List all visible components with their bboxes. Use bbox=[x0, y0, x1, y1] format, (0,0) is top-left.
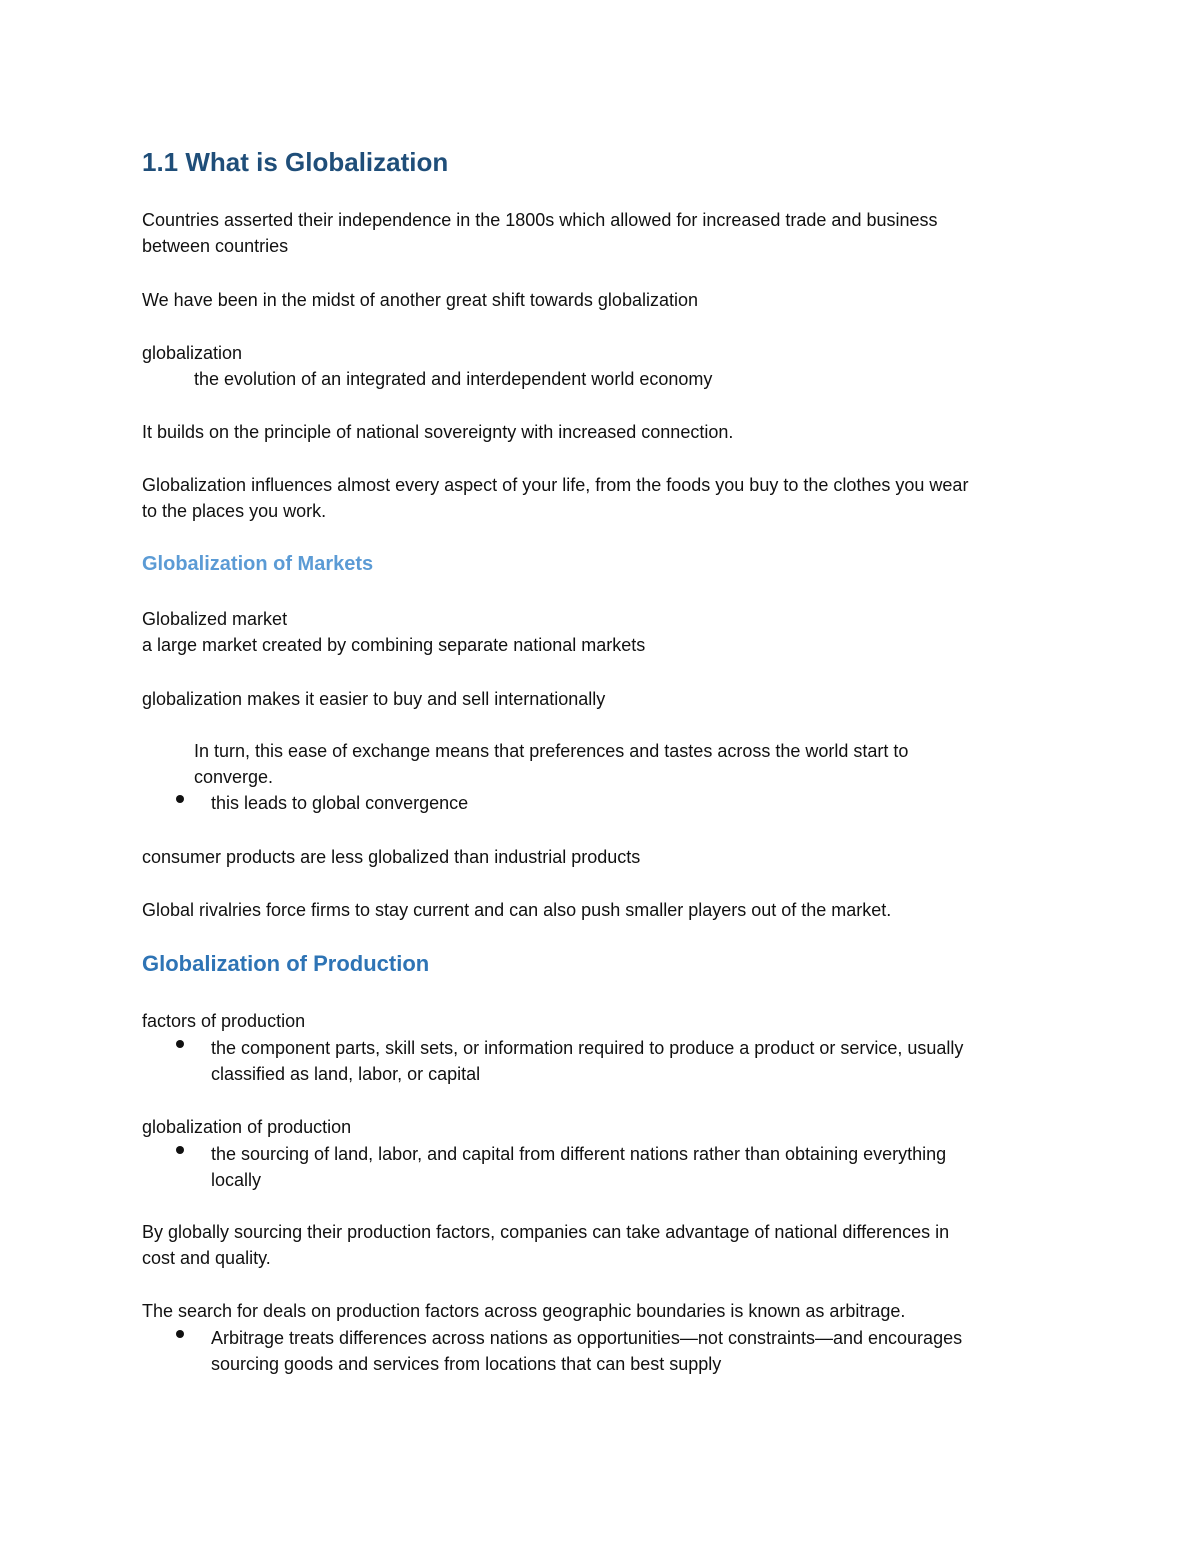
page-title: 1.1 What is Globalization bbox=[142, 147, 449, 177]
paragraph-sovereignty: It builds on the principle of national sovereignty with increased connection. bbox=[142, 422, 734, 442]
section-heading-production: Globalization of Production bbox=[142, 951, 430, 976]
bullet-icon bbox=[176, 1040, 184, 1048]
list-item-global-convergence: this leads to global convergence bbox=[211, 793, 469, 813]
bullet-icon bbox=[176, 1146, 184, 1154]
paragraph-global-sourcing-line-1: By globally sourcing their production factors, companies can take advantage of national differences in bbox=[142, 1222, 950, 1242]
paragraph-influences-line-2: to the places you work. bbox=[142, 501, 327, 521]
paragraph-independence-line-2: between countries bbox=[142, 236, 289, 256]
list-item-factors-line-2: classified as land, labor, or capital bbox=[211, 1064, 481, 1084]
bullet-icon bbox=[176, 795, 184, 803]
paragraph-global-rivalries: Global rivalries force firms to stay current and can also push smaller players out of the market. bbox=[142, 900, 892, 920]
paragraph-great-shift: We have been in the midst of another great shift towards globalization bbox=[142, 290, 698, 310]
paragraph-global-sourcing-line-2: cost and quality. bbox=[142, 1248, 271, 1268]
term-globalization-of-production: globalization of production bbox=[142, 1117, 352, 1137]
definition-globalized-market: a large market created by combining separate national markets bbox=[142, 635, 646, 655]
paragraph-converge-line-2: converge. bbox=[194, 767, 274, 787]
list-item-factors-line-1: the component parts, skill sets, or information required to produce a product or service, usually bbox=[211, 1038, 964, 1058]
paragraph-converge-line-1: In turn, this ease of exchange means that preferences and tastes across the world start to bbox=[194, 741, 909, 761]
term-factors-of-production: factors of production bbox=[142, 1011, 306, 1031]
bullet-icon bbox=[176, 1330, 184, 1338]
definition-globalization: the evolution of an integrated and interdependent world economy bbox=[194, 369, 713, 389]
paragraph-influences-line-1: Globalization influences almost every aspect of your life, from the foods you buy to the clothes you wear bbox=[142, 475, 969, 495]
list-item-sourcing-line-1: the sourcing of land, labor, and capital from different nations rather than obtaining everything bbox=[211, 1144, 947, 1164]
paragraph-consumer-products: consumer products are less globalized than industrial products bbox=[142, 847, 641, 867]
term-globalization: globalization bbox=[142, 343, 243, 363]
paragraph-arbitrage: The search for deals on production factors across geographic boundaries is known as arbitrage. bbox=[142, 1301, 906, 1321]
list-item-arbitrage-line-1: Arbitrage treats differences across nations as opportunities—not constraints—and encourages bbox=[211, 1328, 963, 1348]
section-heading-markets: Globalization of Markets bbox=[142, 553, 374, 575]
list-item-sourcing-line-2: locally bbox=[211, 1170, 262, 1190]
paragraph-independence-line-1: Countries asserted their independence in the 1800s which allowed for increased trade and business bbox=[142, 210, 938, 230]
paragraph-buy-sell: globalization makes it easier to buy and sell internationally bbox=[142, 689, 606, 709]
term-globalized-market: Globalized market bbox=[142, 609, 288, 629]
list-item-arbitrage-line-2: sourcing goods and services from locations that can best supply bbox=[211, 1354, 722, 1374]
